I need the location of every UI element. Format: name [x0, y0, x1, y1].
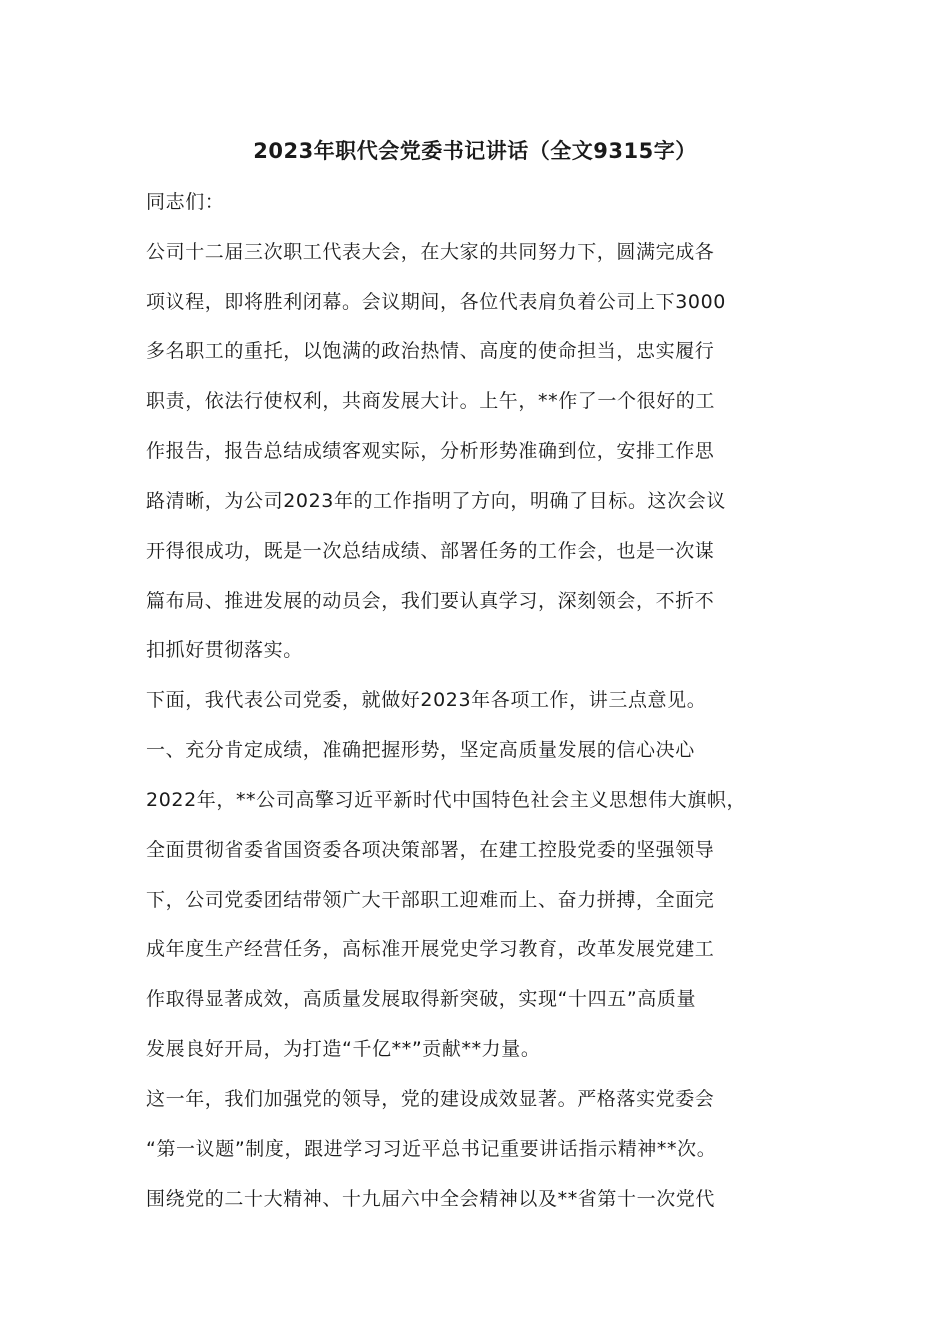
paragraph-line: 公司十二届三次职工代表大会，在大家的共同努力下，圆满完成各 — [146, 241, 715, 263]
paragraph-line: 下，公司党委团结带领广大干部职工迎难而上、奋力拼搏，全面完 — [146, 889, 715, 911]
paragraph-line: 项议程，即将胜利闭幕。会议期间，各位代表肩负着公司上下3000 — [146, 291, 726, 313]
paragraph-line: 多名职工的重托，以饱满的政治热情、高度的使命担当，忠实履行 — [146, 340, 715, 362]
paragraph-line: “第一议题”制度，跟进学习习近平总书记重要讲话指示精神**次。 — [146, 1138, 717, 1160]
paragraph-line: 2022年，**公司高擎习近平新时代中国特色社会主义思想伟大旗帜， — [146, 789, 747, 811]
paragraph-line: 下面，我代表公司党委，就做好2023年各项工作，讲三点意见。 — [146, 689, 707, 711]
paragraph-line: 路清晰，为公司2023年的工作指明了方向，明确了目标。这次会议 — [146, 490, 726, 512]
section-heading: 一、充分肯定成绩，准确把握形势，坚定高质量发展的信心决心 — [146, 739, 695, 761]
paragraph-line: 作报告，报告总结成绩客观实际，分析形势准确到位，安排工作思 — [146, 440, 715, 462]
paragraph-line: 篇布局、推进发展的动员会，我们要认真学习，深刻领会，不折不 — [146, 590, 715, 612]
paragraph-line: 扣抓好贯彻落实。 — [146, 639, 303, 661]
paragraph-line: 全面贯彻省委省国资委各项决策部署，在建工控股党委的坚强领导 — [146, 839, 715, 861]
paragraph-line: 开得很成功，既是一次总结成绩、部署任务的工作会，也是一次谋 — [146, 540, 715, 562]
salutation: 同志们： — [146, 191, 225, 213]
paragraph-line: 发展良好开局，为打造“千亿**”贡献**力量。 — [146, 1038, 541, 1060]
paragraph-line: 职责，依法行使权利，共商发展大计。上午，**作了一个很好的工 — [146, 390, 716, 412]
paragraph-line: 成年度生产经营任务，高标准开展党史学习教育，改革发展党建工 — [146, 938, 715, 960]
paragraph-line: 围绕党的二十大精神、十九届六中全会精神以及**省第十一次党代 — [146, 1188, 716, 1210]
paragraph-line: 作取得显著成效，高质量发展取得新突破，实现“十四五”高质量 — [146, 988, 697, 1010]
document-title: 2023年职代会党委书记讲话（全文9315字） — [253, 139, 697, 163]
paragraph-line: 这一年，我们加强党的领导，党的建设成效显著。严格落实党委会 — [146, 1088, 715, 1110]
